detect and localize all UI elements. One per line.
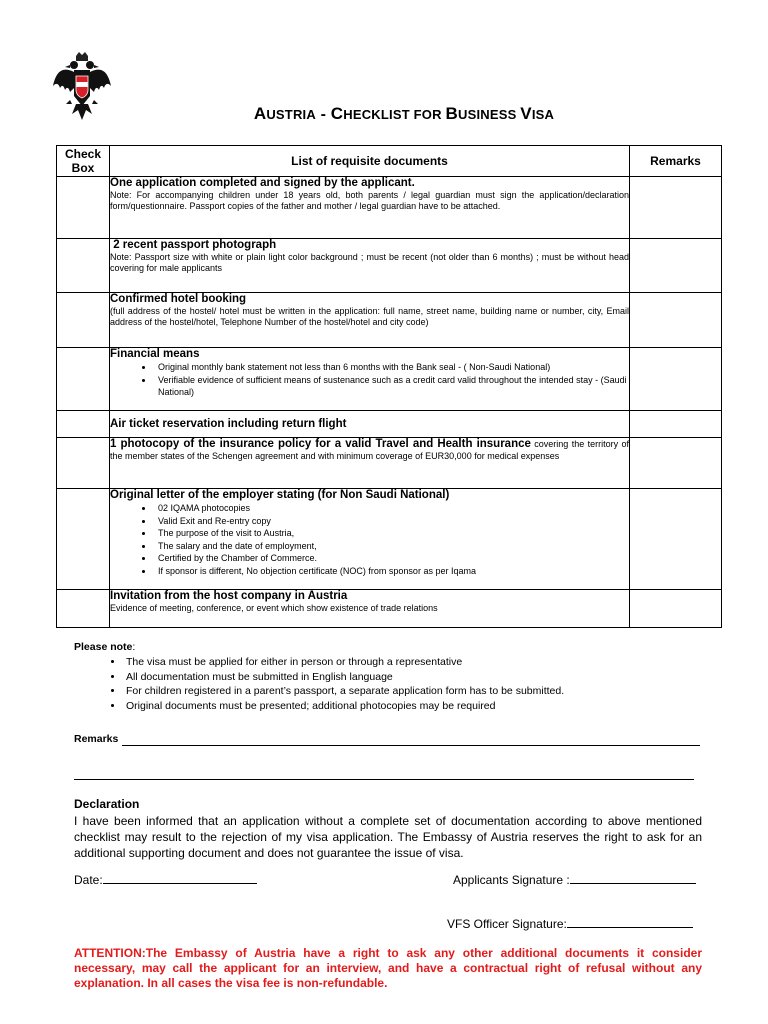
declaration-heading: Declaration [74,797,140,811]
remarks-cell[interactable] [630,293,722,348]
remarks-cell[interactable] [630,177,722,239]
notes-list [74,655,714,713]
remarks-cell[interactable] [630,348,722,411]
please-note-section: Please note: • The visa must be applied for either in person or through a representative • All documentation must be submitted in English language • For children registered in a parent’s passport, a separate application form has to be submitted. • Original documents must be presented; additional photocopies may be required [74,641,714,713]
applicant-signature-field[interactable] [453,873,696,887]
attention-notice: ATTENTION:The Embassy of Austria have a right to ask any other additional documents it consider necessary, may call the applicant for an interview, and have a contractual right of refusal without any explanation. In all cases the visa fee is non-refundable. [74,946,702,990]
item-note: Note: Passport size with white or plain light color background ; must be recent (not older than 6 months) ; must be without head covering for male applicants [110,252,629,273]
table-row [57,177,722,239]
list-item: • The salary and the date of employment, [154,540,629,553]
list-item: • Valid Exit and Re-entry copy [154,515,629,528]
checkbox-cell[interactable] [57,590,110,628]
remarks-header: Remarks [630,146,722,177]
table-row [57,438,722,489]
checkbox-cell[interactable] [57,438,110,489]
remarks-cell[interactable] [630,590,722,628]
table-header-row [57,146,722,177]
remarks-cell[interactable] [630,239,722,293]
list-item: • The visa must be applied for either in person or through a representative [124,655,714,670]
item-note: Note: For accompanying children under 18 years old, both parents / legal guardian must sign the application/declaration form/questionnaire. Passport copies of the father and mother / legal guardian have to be attached. [110,190,629,211]
table-row [57,293,722,348]
checkbox-cell[interactable] [57,348,110,411]
checkbox-cell[interactable] [57,293,110,348]
vfs-signature-label: VFS Officer Signature: [447,917,567,931]
checklist-table [56,145,722,628]
list-item: • Verifiable evidence of sufficient means of sustenance such as a credit card valid throughout the intended stay - (Saudi National) [154,374,629,399]
item-title: Original letter of the employer stating (for Non Saudi National) [110,489,450,501]
item-title: 1 photocopy of the insurance policy for a valid Travel and Health insurance [110,438,531,450]
checkbox-cell[interactable] [57,411,110,438]
table-row [57,489,722,590]
remarks-cell[interactable] [630,438,722,489]
list-item: • All documentation must be submitted in English language [124,670,714,685]
item-title: Confirmed hotel booking [110,293,247,305]
documents-header: List of requisite documents [110,146,630,177]
bullet-list [110,502,629,577]
remarks-cell[interactable] [630,411,722,438]
checkbox-cell[interactable] [57,239,110,293]
please-note-label: Please note [74,641,133,653]
table-row [57,348,722,411]
checkbox-cell[interactable] [57,489,110,590]
date-label: Date: [74,873,103,887]
list-item: • The purpose of the visit to Austria, [154,527,629,540]
item-note: Evidence of meeting, conference, or event which show existence of trade relations [110,603,438,613]
page-title: AUSTRIA - CHECKLIST FOR BUSINESS VISA [253,104,555,123]
list-item: • If sponsor is different, No objection certificate (NOC) from sponsor as per Iqama [154,565,629,578]
item-note: covering the territory of the member states of the Schengen agreement and with minimum coverage of EUR30,000 for medical expenses [110,439,629,461]
item-title: One application completed and signed by the applicant. [110,177,415,189]
item-title: Air ticket reservation including return flight [110,417,347,430]
item-title: Financial means [110,348,200,360]
remarks-label: Remarks [74,733,119,745]
list-item: • Original monthly bank statement not less than 6 months with the Bank seal - ( Non-Saudi National) [154,361,629,374]
bullet-list [110,361,629,399]
item-title: Invitation from the host company in Austria [110,590,348,602]
list-item: • For children registered in a parent’s passport, a separate application form has to be submitted. [124,684,714,699]
remarks-line[interactable] [122,745,700,746]
table-row [57,411,722,438]
list-item: • 02 IQAMA photocopies [154,502,629,515]
table-row [57,239,722,293]
table-row [57,590,722,628]
list-item: • Certified by the Chamber of Commerce. [154,552,629,565]
remarks-line-2[interactable] [74,779,694,780]
date-field[interactable] [74,873,257,887]
vfs-signature-field[interactable] [447,917,693,931]
applicant-signature-label: Applicants Signature : [453,873,570,887]
list-item: • Original documents must be presented; additional photocopies may be required [124,699,714,714]
item-note: (full address of the hostel/ hotel must be written in the application: full name, street name, building name or number, city, Email address of the hostel/hotel, Telephone Number of the hostel/hotel and city code) [110,306,629,327]
item-title: 2 recent passport photograph [110,239,277,251]
checkbox-cell[interactable] [57,177,110,239]
declaration-text: I have been informed that an application without a complete set of documentation according to above mentioned checklist may result to the rejection of my visa application. The Embassy of Austria reserves the right to ask for an additional supporting document and does not guarantee the issue of visa. [74,814,702,860]
remarks-cell[interactable] [630,489,722,590]
check-box-header: Check Box [57,146,110,177]
declaration-section [74,797,702,861]
